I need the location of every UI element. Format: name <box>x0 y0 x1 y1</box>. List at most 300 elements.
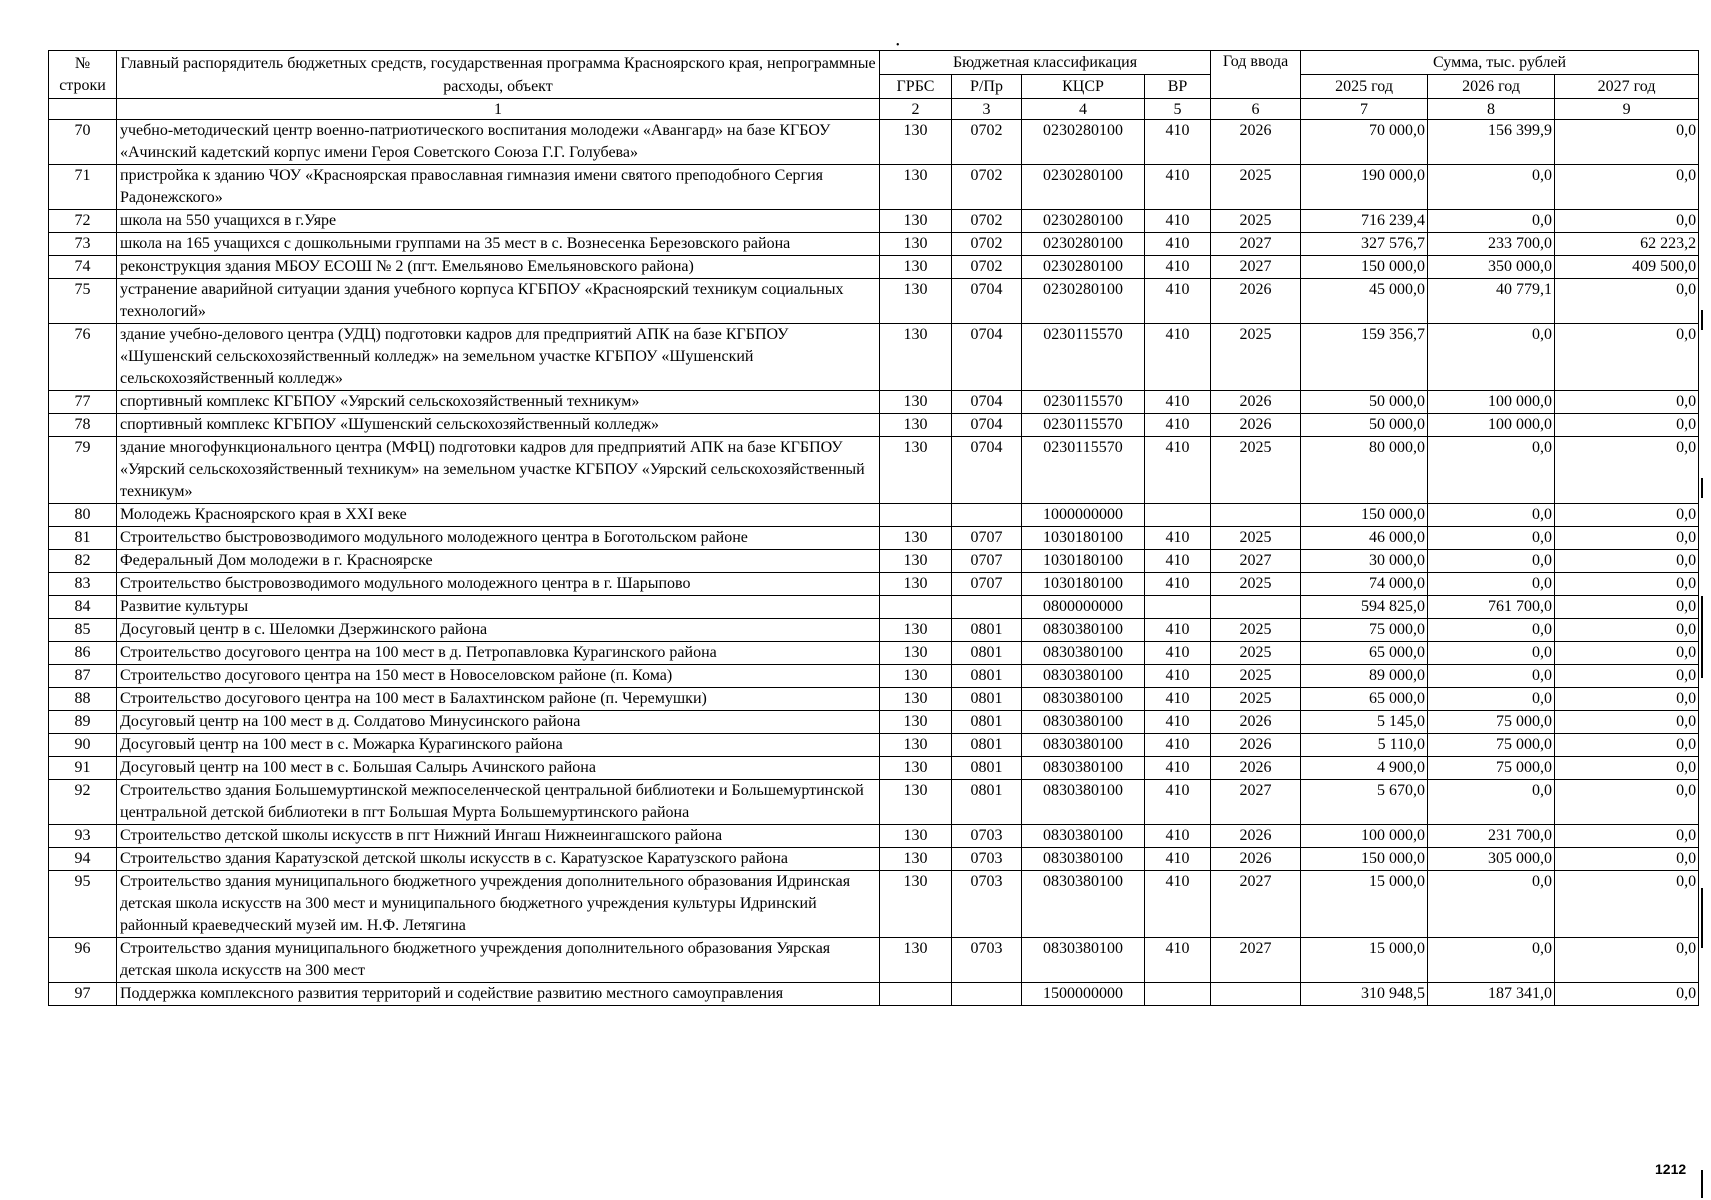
table-row <box>49 983 1699 1006</box>
kcsr-cell: 0230115570 <box>1022 324 1145 391</box>
object-name-cell: пристройка к зданию ЧОУ «Красноярская православная гимназия имени святого преподобного Сергия Радонежского» <box>117 165 880 210</box>
sum-2027-cell: 0,0 <box>1555 596 1699 619</box>
grbs-cell: 130 <box>880 871 952 938</box>
object-name-cell: Строительство досугового центра на 100 мест в д. Петропавловка Курагинского района <box>117 642 880 665</box>
sum-2027-cell: 0,0 <box>1555 391 1699 414</box>
table-row <box>49 233 1699 256</box>
year-in-cell: 2026 <box>1211 279 1301 324</box>
sum-2026-cell: 40 779,1 <box>1428 279 1555 324</box>
object-name-cell: здание многофункционального центра (МФЦ) подготовки кадров для предприятий АПК на базе КГБПОУ «Уярский сельскохозяйственный техникум» на земельном участке КГБПОУ «Уярский сельскохозяйственный техникум» <box>117 437 880 504</box>
year-in-cell: 2026 <box>1211 757 1301 780</box>
sum-2025-cell: 74 000,0 <box>1301 573 1428 596</box>
kcsr-cell: 1030180100 <box>1022 573 1145 596</box>
sum-2025-cell: 46 000,0 <box>1301 527 1428 550</box>
vr-cell: 410 <box>1145 210 1211 233</box>
sum-2025-cell: 65 000,0 <box>1301 688 1428 711</box>
grbs-cell: 130 <box>880 414 952 437</box>
year-in-cell: 2025 <box>1211 688 1301 711</box>
row-number-cell: 72 <box>49 210 117 233</box>
scan-margin-mark <box>1701 596 1703 678</box>
kcsr-cell: 0830380100 <box>1022 665 1145 688</box>
header-row-no <box>49 51 117 99</box>
kcsr-cell: 1030180100 <box>1022 527 1145 550</box>
object-name-cell: Строительство детской школы искусств в пгт Нижний Ингаш Нижнеингашского района <box>117 825 880 848</box>
vr-cell: 410 <box>1145 688 1211 711</box>
column-number-blank <box>49 99 117 120</box>
grbs-cell: 130 <box>880 256 952 279</box>
sum-2027-cell: 0,0 <box>1555 550 1699 573</box>
vr-cell: 410 <box>1145 848 1211 871</box>
object-name-cell: Поддержка комплексного развития территорий и содействие развитию местного самоуправления <box>117 983 880 1006</box>
header-2025: 2025 год <box>1301 75 1428 99</box>
sum-2027-cell: 0,0 <box>1555 983 1699 1006</box>
sum-2027-cell: 409 500,0 <box>1555 256 1699 279</box>
sum-2026-cell: 350 000,0 <box>1428 256 1555 279</box>
sum-2026-cell: 233 700,0 <box>1428 233 1555 256</box>
kcsr-cell: 0830380100 <box>1022 757 1145 780</box>
sum-2026-cell: 100 000,0 <box>1428 391 1555 414</box>
table-row <box>49 165 1699 210</box>
header-vr: ВР <box>1145 75 1211 99</box>
rpr-cell: 0704 <box>952 414 1022 437</box>
sum-2027-cell: 0,0 <box>1555 825 1699 848</box>
kcsr-cell: 0800000000 <box>1022 596 1145 619</box>
sum-2026-cell: 761 700,0 <box>1428 596 1555 619</box>
header-sum: Сумма, тыс. рублей <box>1301 51 1699 75</box>
sum-2027-cell: 0,0 <box>1555 437 1699 504</box>
header-row-no-line1: № <box>74 54 91 72</box>
scan-margin-mark <box>1701 478 1703 498</box>
grbs-cell: 130 <box>880 711 952 734</box>
table-row <box>49 711 1699 734</box>
header-2026: 2026 год <box>1428 75 1555 99</box>
grbs-cell: 130 <box>880 391 952 414</box>
sum-2025-cell: 65 000,0 <box>1301 642 1428 665</box>
scan-speck: • <box>896 40 900 51</box>
column-number: 5 <box>1145 99 1211 120</box>
table-header <box>49 51 1699 120</box>
vr-cell: 410 <box>1145 825 1211 848</box>
sum-2027-cell: 0,0 <box>1555 780 1699 825</box>
year-in-cell: 2025 <box>1211 527 1301 550</box>
rpr-cell: 0703 <box>952 848 1022 871</box>
kcsr-cell: 0830380100 <box>1022 780 1145 825</box>
sum-2026-cell: 0,0 <box>1428 210 1555 233</box>
table-row <box>49 504 1699 527</box>
vr-cell: 410 <box>1145 279 1211 324</box>
rpr-cell: 0801 <box>952 780 1022 825</box>
year-in-cell: 2025 <box>1211 324 1301 391</box>
row-number-cell: 77 <box>49 391 117 414</box>
sum-2026-cell: 75 000,0 <box>1428 734 1555 757</box>
vr-cell: 410 <box>1145 256 1211 279</box>
kcsr-cell: 0230280100 <box>1022 210 1145 233</box>
grbs-cell: 130 <box>880 734 952 757</box>
column-number: 7 <box>1301 99 1428 120</box>
grbs-cell: 130 <box>880 527 952 550</box>
sum-2025-cell: 150 000,0 <box>1301 504 1428 527</box>
rpr-cell <box>952 504 1022 527</box>
object-name-cell: школа на 550 учащихся в г.Уяре <box>117 210 880 233</box>
sum-2027-cell: 0,0 <box>1555 871 1699 938</box>
object-name-cell: Федеральный Дом молодежи в г. Красноярске <box>117 550 880 573</box>
kcsr-cell: 0830380100 <box>1022 642 1145 665</box>
sum-2025-cell: 5 145,0 <box>1301 711 1428 734</box>
sum-2027-cell: 0,0 <box>1555 210 1699 233</box>
sum-2026-cell: 0,0 <box>1428 688 1555 711</box>
year-in-cell: 2025 <box>1211 619 1301 642</box>
year-in-cell <box>1211 983 1301 1006</box>
row-number-cell: 97 <box>49 983 117 1006</box>
header-kcsr: КЦСР <box>1022 75 1145 99</box>
grbs-cell: 130 <box>880 619 952 642</box>
sum-2027-cell: 0,0 <box>1555 848 1699 871</box>
row-number-cell: 91 <box>49 757 117 780</box>
year-in-cell: 2025 <box>1211 642 1301 665</box>
row-number-cell: 86 <box>49 642 117 665</box>
rpr-cell: 0801 <box>952 711 1022 734</box>
sum-2027-cell: 0,0 <box>1555 642 1699 665</box>
year-in-cell: 2025 <box>1211 210 1301 233</box>
vr-cell <box>1145 983 1211 1006</box>
row-number-cell: 80 <box>49 504 117 527</box>
grbs-cell: 130 <box>880 780 952 825</box>
object-name-cell: Досуговый центр в с. Шеломки Дзержинского района <box>117 619 880 642</box>
row-number-cell: 93 <box>49 825 117 848</box>
sum-2025-cell: 190 000,0 <box>1301 165 1428 210</box>
sum-2027-cell: 0,0 <box>1555 573 1699 596</box>
rpr-cell: 0704 <box>952 279 1022 324</box>
rpr-cell: 0702 <box>952 210 1022 233</box>
sum-2025-cell: 150 000,0 <box>1301 848 1428 871</box>
rpr-cell: 0704 <box>952 391 1022 414</box>
header-year-in: Год ввода <box>1211 51 1301 99</box>
sum-2027-cell: 0,0 <box>1555 665 1699 688</box>
object-name-cell: школа на 165 учащихся с дошкольными группами на 35 мест в с. Вознесенка Березовского района <box>117 233 880 256</box>
vr-cell: 410 <box>1145 665 1211 688</box>
year-in-cell <box>1211 596 1301 619</box>
object-name-cell: Строительство быстровозводимого модульного молодежного центра в Боготольском районе <box>117 527 880 550</box>
sum-2025-cell: 80 000,0 <box>1301 437 1428 504</box>
vr-cell: 410 <box>1145 324 1211 391</box>
rpr-cell: 0801 <box>952 619 1022 642</box>
kcsr-cell: 0230280100 <box>1022 279 1145 324</box>
year-in-cell <box>1211 504 1301 527</box>
kcsr-cell: 0830380100 <box>1022 734 1145 757</box>
sum-2026-cell: 0,0 <box>1428 619 1555 642</box>
grbs-cell <box>880 596 952 619</box>
rpr-cell: 0704 <box>952 437 1022 504</box>
sum-2026-cell: 0,0 <box>1428 527 1555 550</box>
sum-2025-cell: 15 000,0 <box>1301 938 1428 983</box>
grbs-cell: 130 <box>880 437 952 504</box>
rpr-cell: 0801 <box>952 642 1022 665</box>
table-row <box>49 210 1699 233</box>
vr-cell: 410 <box>1145 391 1211 414</box>
sum-2025-cell: 70 000,0 <box>1301 120 1428 165</box>
table-row <box>49 437 1699 504</box>
grbs-cell: 130 <box>880 233 952 256</box>
grbs-cell: 130 <box>880 938 952 983</box>
table-row <box>49 642 1699 665</box>
object-name-cell: Строительство здания муниципального бюджетного учреждения дополнительного образования Идринская детская школа искусств на 300 мест и муниципального бюджетного учреждения культуры Идринский районный краеведческий музей им. Н.Ф. Летягина <box>117 871 880 938</box>
vr-cell: 410 <box>1145 550 1211 573</box>
year-in-cell: 2026 <box>1211 120 1301 165</box>
table-row <box>49 938 1699 983</box>
vr-cell: 410 <box>1145 120 1211 165</box>
row-number-cell: 75 <box>49 279 117 324</box>
sum-2025-cell: 50 000,0 <box>1301 414 1428 437</box>
sum-2027-cell: 0,0 <box>1555 324 1699 391</box>
kcsr-cell: 1500000000 <box>1022 983 1145 1006</box>
row-number-cell: 73 <box>49 233 117 256</box>
kcsr-cell: 0830380100 <box>1022 825 1145 848</box>
object-name-cell: устранение аварийной ситуации здания учебного корпуса КГБПОУ «Красноярский техникум социальных технологий» <box>117 279 880 324</box>
sum-2026-cell: 0,0 <box>1428 573 1555 596</box>
rpr-cell: 0703 <box>952 825 1022 848</box>
sum-2026-cell: 75 000,0 <box>1428 711 1555 734</box>
grbs-cell: 130 <box>880 550 952 573</box>
sum-2025-cell: 75 000,0 <box>1301 619 1428 642</box>
column-number: 1 <box>117 99 880 120</box>
table-row <box>49 665 1699 688</box>
rpr-cell: 0707 <box>952 527 1022 550</box>
object-name-cell: спортивный комплекс КГБПОУ «Шушенский сельскохозяйственный колледж» <box>117 414 880 437</box>
sum-2025-cell: 159 356,7 <box>1301 324 1428 391</box>
year-in-cell: 2027 <box>1211 871 1301 938</box>
grbs-cell: 130 <box>880 688 952 711</box>
sum-2025-cell: 327 576,7 <box>1301 233 1428 256</box>
kcsr-cell: 0830380100 <box>1022 848 1145 871</box>
object-name-cell: Развитие культуры <box>117 596 880 619</box>
kcsr-cell: 0830380100 <box>1022 688 1145 711</box>
table-row <box>49 573 1699 596</box>
rpr-cell: 0702 <box>952 120 1022 165</box>
year-in-cell: 2027 <box>1211 233 1301 256</box>
year-in-cell: 2025 <box>1211 573 1301 596</box>
sum-2025-cell: 310 948,5 <box>1301 983 1428 1006</box>
grbs-cell <box>880 504 952 527</box>
kcsr-cell: 1000000000 <box>1022 504 1145 527</box>
table-row <box>49 734 1699 757</box>
grbs-cell: 130 <box>880 573 952 596</box>
grbs-cell: 130 <box>880 642 952 665</box>
row-number-cell: 81 <box>49 527 117 550</box>
kcsr-cell: 0230280100 <box>1022 120 1145 165</box>
object-name-cell: Строительство быстровозводимого модульного молодежного центра в г. Шарыпово <box>117 573 880 596</box>
table-row <box>49 825 1699 848</box>
year-in-cell: 2025 <box>1211 437 1301 504</box>
row-number-cell: 70 <box>49 120 117 165</box>
vr-cell: 410 <box>1145 233 1211 256</box>
sum-2027-cell: 0,0 <box>1555 120 1699 165</box>
object-name-cell: Досуговый центр на 100 мест в с. Можарка Курагинского района <box>117 734 880 757</box>
sum-2026-cell: 0,0 <box>1428 780 1555 825</box>
sum-2027-cell: 0,0 <box>1555 279 1699 324</box>
sum-2026-cell: 75 000,0 <box>1428 757 1555 780</box>
kcsr-cell: 0230115570 <box>1022 391 1145 414</box>
year-in-cell: 2026 <box>1211 848 1301 871</box>
column-number: 6 <box>1211 99 1301 120</box>
vr-cell: 410 <box>1145 780 1211 825</box>
column-number: 2 <box>880 99 952 120</box>
vr-cell: 410 <box>1145 573 1211 596</box>
sum-2025-cell: 30 000,0 <box>1301 550 1428 573</box>
year-in-cell: 2027 <box>1211 938 1301 983</box>
column-number: 3 <box>952 99 1022 120</box>
budget-table <box>48 50 1699 1006</box>
vr-cell: 410 <box>1145 642 1211 665</box>
year-in-cell: 2026 <box>1211 825 1301 848</box>
sum-2027-cell: 0,0 <box>1555 688 1699 711</box>
sum-2027-cell: 0,0 <box>1555 619 1699 642</box>
sum-2025-cell: 45 000,0 <box>1301 279 1428 324</box>
row-number-cell: 87 <box>49 665 117 688</box>
row-number-cell: 78 <box>49 414 117 437</box>
table-row <box>49 414 1699 437</box>
year-in-cell: 2027 <box>1211 256 1301 279</box>
sum-2027-cell: 62 223,2 <box>1555 233 1699 256</box>
sum-2027-cell: 0,0 <box>1555 938 1699 983</box>
header-budget-classification: Бюджетная классификация <box>880 51 1211 75</box>
sum-2026-cell: 0,0 <box>1428 437 1555 504</box>
scan-margin-mark <box>1701 310 1703 330</box>
row-number-cell: 95 <box>49 871 117 938</box>
sum-2027-cell: 0,0 <box>1555 757 1699 780</box>
sum-2027-cell: 0,0 <box>1555 165 1699 210</box>
sum-2025-cell: 5 110,0 <box>1301 734 1428 757</box>
sum-2026-cell: 0,0 <box>1428 665 1555 688</box>
sum-2026-cell: 231 700,0 <box>1428 825 1555 848</box>
year-in-cell: 2027 <box>1211 780 1301 825</box>
kcsr-cell: 1030180100 <box>1022 550 1145 573</box>
rpr-cell: 0702 <box>952 256 1022 279</box>
table-row <box>49 871 1699 938</box>
object-name-cell: спортивный комплекс КГБПОУ «Уярский сельскохозяйственный техникум» <box>117 391 880 414</box>
header-rpr: Р/Пр <box>952 75 1022 99</box>
sum-2026-cell: 0,0 <box>1428 324 1555 391</box>
table-row <box>49 848 1699 871</box>
year-in-cell: 2025 <box>1211 165 1301 210</box>
year-in-cell: 2026 <box>1211 414 1301 437</box>
sum-2025-cell: 716 239,4 <box>1301 210 1428 233</box>
grbs-cell: 130 <box>880 825 952 848</box>
column-number-row <box>49 99 1699 120</box>
kcsr-cell: 0230280100 <box>1022 165 1145 210</box>
header-grbs: ГРБС <box>880 75 952 99</box>
scan-margin-mark <box>1701 888 1703 948</box>
header-2027: 2027 год <box>1555 75 1699 99</box>
grbs-cell: 130 <box>880 324 952 391</box>
row-number-cell: 71 <box>49 165 117 210</box>
vr-cell <box>1145 596 1211 619</box>
sum-2026-cell: 305 000,0 <box>1428 848 1555 871</box>
kcsr-cell: 0830380100 <box>1022 619 1145 642</box>
rpr-cell: 0801 <box>952 757 1022 780</box>
row-number-cell: 94 <box>49 848 117 871</box>
object-name-cell: здание учебно-делового центра (УДЦ) подготовки кадров для предприятий АПК на базе КГБПОУ «Шушенский сельскохозяйственный колледж» на земельном участке КГБПОУ «Шушенский сельскохозяйственный колледж» <box>117 324 880 391</box>
row-number-cell: 85 <box>49 619 117 642</box>
scan-margin-mark <box>1701 1170 1703 1198</box>
sum-2027-cell: 0,0 <box>1555 527 1699 550</box>
table-row <box>49 324 1699 391</box>
vr-cell <box>1145 504 1211 527</box>
sum-2026-cell: 0,0 <box>1428 871 1555 938</box>
table-row <box>49 619 1699 642</box>
grbs-cell: 130 <box>880 120 952 165</box>
rpr-cell: 0801 <box>952 688 1022 711</box>
table-row <box>49 596 1699 619</box>
object-name-cell: Строительство здания Каратузской детской школы искусств в с. Каратузское Каратузского района <box>117 848 880 871</box>
object-name-cell: Строительство досугового центра на 150 мест в Новоселовском районе (п. Кома) <box>117 665 880 688</box>
sum-2026-cell: 0,0 <box>1428 504 1555 527</box>
sum-2026-cell: 187 341,0 <box>1428 983 1555 1006</box>
rpr-cell: 0707 <box>952 550 1022 573</box>
year-in-cell: 2026 <box>1211 711 1301 734</box>
table-row <box>49 120 1699 165</box>
kcsr-cell: 0230115570 <box>1022 414 1145 437</box>
table-row <box>49 688 1699 711</box>
header-row-no-line2: строки <box>59 76 106 94</box>
sum-2026-cell: 0,0 <box>1428 165 1555 210</box>
vr-cell: 410 <box>1145 527 1211 550</box>
object-name-cell: Строительство здания муниципального бюджетного учреждения дополнительного образования Уярская детская школа искусств на 300 мест <box>117 938 880 983</box>
object-name-cell: реконструкция здания МБОУ ЕСОШ № 2 (пгт. Емельяново Емельяновского района) <box>117 256 880 279</box>
vr-cell: 410 <box>1145 734 1211 757</box>
kcsr-cell: 0830380100 <box>1022 938 1145 983</box>
rpr-cell: 0801 <box>952 734 1022 757</box>
sum-2025-cell: 89 000,0 <box>1301 665 1428 688</box>
sum-2026-cell: 156 399,9 <box>1428 120 1555 165</box>
object-name-cell: Строительство досугового центра на 100 мест в Балахтинском районе (п. Черемушки) <box>117 688 880 711</box>
object-name-cell: учебно-методический центр военно-патриотического воспитания молодежи «Авангард» на базе КГБОУ «Ачинский кадетский корпус имени Героя Советского Союза Г.Г. Голубева» <box>117 120 880 165</box>
kcsr-cell: 0830380100 <box>1022 871 1145 938</box>
kcsr-cell: 0230280100 <box>1022 256 1145 279</box>
rpr-cell: 0704 <box>952 324 1022 391</box>
vr-cell: 410 <box>1145 619 1211 642</box>
rpr-cell: 0703 <box>952 938 1022 983</box>
kcsr-cell: 0230280100 <box>1022 233 1145 256</box>
vr-cell: 410 <box>1145 938 1211 983</box>
column-number: 8 <box>1428 99 1555 120</box>
sum-2025-cell: 594 825,0 <box>1301 596 1428 619</box>
table-row <box>49 391 1699 414</box>
object-name-cell: Досуговый центр на 100 мест в с. Большая Салырь Ачинского района <box>117 757 880 780</box>
table-row <box>49 550 1699 573</box>
row-number-cell: 82 <box>49 550 117 573</box>
grbs-cell: 130 <box>880 665 952 688</box>
year-in-cell: 2027 <box>1211 550 1301 573</box>
sum-2027-cell: 0,0 <box>1555 734 1699 757</box>
column-number: 4 <box>1022 99 1145 120</box>
table-row <box>49 780 1699 825</box>
kcsr-cell: 0830380100 <box>1022 711 1145 734</box>
year-in-cell: 2026 <box>1211 391 1301 414</box>
sum-2025-cell: 4 900,0 <box>1301 757 1428 780</box>
table-row <box>49 527 1699 550</box>
row-number-cell: 74 <box>49 256 117 279</box>
sum-2026-cell: 0,0 <box>1428 550 1555 573</box>
sum-2025-cell: 5 670,0 <box>1301 780 1428 825</box>
grbs-cell: 130 <box>880 757 952 780</box>
sum-2027-cell: 0,0 <box>1555 414 1699 437</box>
year-in-cell: 2025 <box>1211 665 1301 688</box>
sum-2025-cell: 15 000,0 <box>1301 871 1428 938</box>
grbs-cell: 130 <box>880 279 952 324</box>
rpr-cell: 0801 <box>952 665 1022 688</box>
vr-cell: 410 <box>1145 871 1211 938</box>
year-in-cell: 2026 <box>1211 734 1301 757</box>
